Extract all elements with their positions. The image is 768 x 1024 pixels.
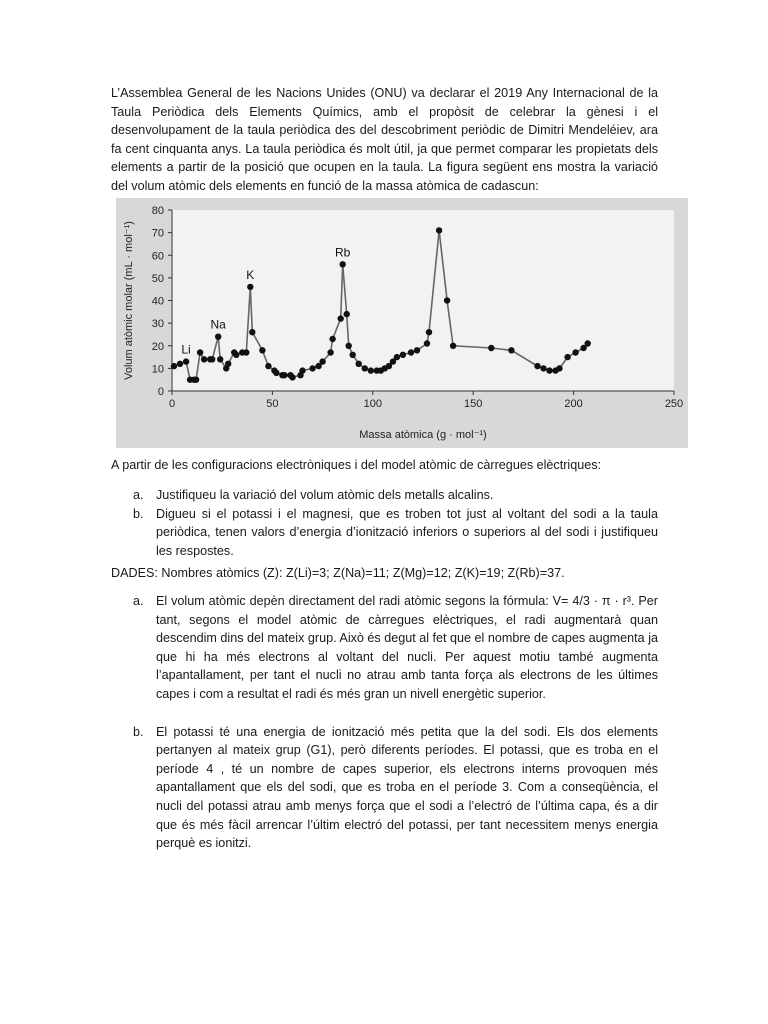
data-point	[400, 352, 406, 358]
y-tick-label: 10	[151, 363, 164, 376]
atomic-volume-chart	[116, 198, 688, 448]
x-tick-label: 100	[363, 398, 382, 410]
data-point	[356, 361, 362, 367]
data-point	[362, 365, 368, 371]
y-tick-label: 60	[151, 250, 164, 263]
data-point	[488, 345, 494, 351]
y-tick-label: 30	[151, 318, 164, 331]
list-marker: a.	[133, 594, 144, 608]
x-axis-label: Massa atòmica (g · mol⁻¹)	[359, 429, 487, 441]
data-point	[564, 354, 570, 360]
y-tick-label: 20	[151, 340, 164, 353]
y-tick-label: 50	[151, 272, 164, 285]
plot-area	[172, 210, 674, 391]
data-point	[273, 370, 279, 376]
data-point	[201, 356, 207, 362]
list-marker: a.	[133, 488, 144, 502]
data-point	[215, 334, 221, 340]
data-point	[540, 365, 546, 371]
question-list	[111, 486, 658, 560]
answer-item	[111, 592, 658, 704]
answer-item	[111, 723, 658, 853]
data-point	[289, 374, 295, 380]
data-point	[556, 365, 562, 371]
x-tick-label: 150	[464, 398, 483, 410]
data-point	[408, 349, 414, 355]
data-point	[344, 311, 350, 317]
element-label: Rb	[335, 245, 351, 260]
y-tick-label: 80	[151, 205, 164, 217]
data-point	[444, 297, 450, 303]
data-point	[259, 347, 265, 353]
data-point	[329, 336, 335, 342]
data-line: DADES: Nombres atòmics (Z): Z(Li)=3; Z(Na)=11; Z(Mg)=12; Z(K)=19; Z(Rb)=37.	[111, 566, 565, 580]
x-tick-label: 0	[168, 398, 176, 410]
data-point	[249, 329, 255, 335]
data-point	[183, 358, 189, 364]
question-item	[111, 486, 658, 505]
data-point	[247, 284, 253, 290]
y-tick-label: 0	[157, 386, 164, 398]
data-point	[265, 363, 271, 369]
x-tick-label: 200	[564, 398, 583, 410]
data-point	[414, 347, 420, 353]
data-point	[217, 356, 223, 362]
data-point	[436, 227, 442, 233]
data-point	[225, 361, 231, 367]
data-point	[299, 367, 305, 373]
data-point	[197, 349, 203, 355]
element-label: Li	[181, 342, 191, 357]
chart-svg	[116, 198, 688, 448]
element-label: Na	[210, 317, 226, 332]
data-point	[346, 343, 352, 349]
data-point	[338, 315, 344, 321]
x-tick-label: 250	[664, 398, 684, 410]
data-point	[424, 340, 430, 346]
data-point	[177, 361, 183, 367]
data-point	[171, 363, 177, 369]
x-tick-label: 50	[266, 398, 279, 410]
data-point	[585, 340, 591, 346]
element-label: K	[246, 267, 255, 282]
data-point	[368, 367, 374, 373]
data-point	[350, 352, 356, 358]
data-point	[209, 356, 215, 362]
data-point	[327, 349, 333, 355]
y-tick-label: 40	[151, 295, 164, 308]
answer-text: El potassi té una energia de ionització més petita que la del sodi. Els dos elements pertanyen al mateix grup (G1), però diferents períodes. El potassi, que es troba en el període 4 , té un nombre de capes superior, els electrons interns provoquen més apantallament que els del sodi, que es troba en el període 3. Com a conseqüència, el nucli del potassi atrau amb menys força que el sodi a l’electró de l’última capa, és a dir que és més fàcil arrencar l’últim electró del potassi, per tant necessitem menys energia perquè es ionitzi.	[156, 724, 658, 851]
y-tick-label: 70	[151, 227, 164, 240]
data-point	[340, 261, 346, 267]
answer-text: El volum atòmic depèn directament del radi atòmic segons la fórmula: V= 4/3 · π · r³. Per tant, segons el model atòmic de càrregues elèctriques, el radi augmentarà quan descendim dins del mateix grup. Això és degut al fet que el nombre de capes augmenta ja que hi ha més electrons al voltant del nucli. Per aquest motiu també augmenta l’apantallament, per tant el nucli no atrau amb tanta força als electrons de les últimes capes i com a resultat el radi és més gran un nivell energètic superior.	[156, 594, 658, 701]
data-point	[243, 349, 249, 355]
y-axis-label: Volum atòmic molar (mL · mol⁻¹)	[123, 221, 135, 380]
data-point	[319, 358, 325, 364]
data-point	[450, 343, 456, 349]
data-point	[193, 377, 199, 383]
data-point	[281, 372, 287, 378]
data-point	[546, 367, 552, 373]
intro-paragraph: L’Assemblea General de les Nacions Unides (ONU) va declarar el 2019 Any Internacional de la Taula Periòdica dels Elements Químics, amb el propòsit de celebrar la gènesi i el desenvolupament de la taula periòdica des del descobriment periòdic de Dimitri Mendeléiev, ara fa cent cinquanta anys. La taula periòdica és molt útil, ja que permet comparar les propietats dels elements a partir de la posició que ocupen en la taula. La figura següent ens mostra la variació del volum atòmic dels elements en funció de la massa atòmica de cadascun:	[111, 86, 658, 193]
question-text: Digueu si el potassi i el magnesi, que es troben tot just al voltant del sodi a la taula periòdica, tenen valors d’energia d’ionització inferiors o superiors al del sodi i justifiqueu les respostes.	[156, 506, 658, 558]
list-marker: b.	[133, 724, 144, 739]
question-text: Justifiqueu la variació del volum atòmic dels metalls alcalins.	[156, 488, 494, 502]
data-point	[572, 349, 578, 355]
data-point	[233, 352, 239, 358]
data-point	[426, 329, 432, 335]
question-item	[111, 505, 658, 561]
lead-sentence: A partir de les configuracions electròniques i del model atòmic de càrregues elèctriques:	[111, 458, 602, 472]
list-marker: b.	[133, 506, 144, 521]
data-point	[508, 347, 514, 353]
data-point	[534, 363, 540, 369]
answer-list	[111, 592, 658, 853]
data-point	[309, 365, 315, 371]
data-point	[394, 354, 400, 360]
